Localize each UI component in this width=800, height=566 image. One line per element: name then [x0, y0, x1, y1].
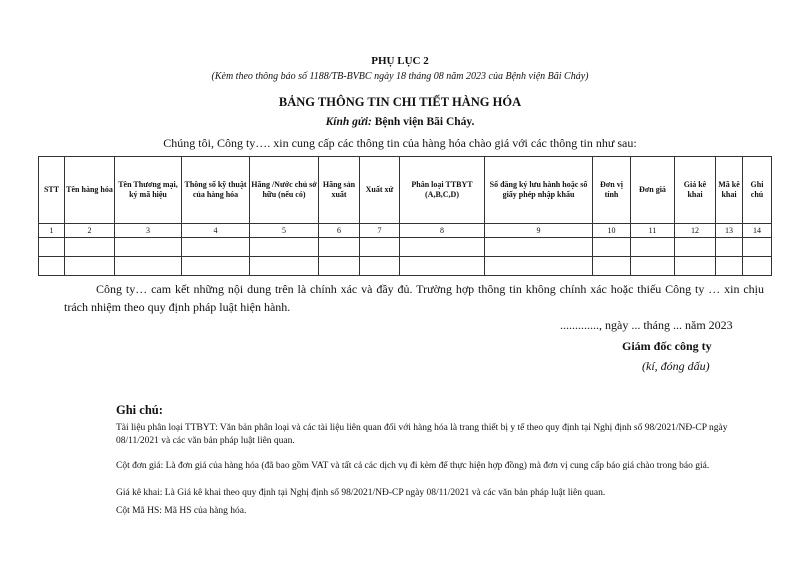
table-cell: [593, 257, 631, 276]
table-cell: [631, 257, 675, 276]
table-cell: [716, 238, 743, 257]
table-cell: [675, 238, 716, 257]
document-title: BẢNG THÔNG TIN CHI TIẾT HÀNG HÓA: [278, 95, 522, 109]
table-cell: [485, 257, 593, 276]
column-number: 14: [743, 224, 772, 238]
table-cell: [400, 257, 485, 276]
column-number: 12: [675, 224, 716, 238]
note-item: Cột đơn giá: Là đơn giá của hàng hóa (đã bao gồm VAT và tất cả các dịch vụ đi kèm để thực hiện hợp đồng) mà đơn vị cung cấp báo giá chào trong báo giá.: [116, 461, 710, 471]
table-cell: [485, 238, 593, 257]
appendix-heading: PHỤ LỤC 2: [371, 55, 429, 67]
column-header: Phân loại TTBYT (A,B,C,D): [400, 157, 485, 224]
column-number: 13: [716, 224, 743, 238]
table-cell: [39, 257, 65, 276]
table-cell: [250, 238, 319, 257]
date-line: ............., ngày ... tháng ... năm 2023: [560, 318, 733, 332]
column-number: 1: [39, 224, 65, 238]
table-cell: [360, 238, 400, 257]
column-header: Mã kê khai: [716, 157, 743, 224]
note-item: Tài liệu phân loại TTBYT: Văn bản phân loại và các tài liệu liên quan đối với hàng hóa là trang thiết bị y tế theo quy định tại Nghị định số 98/2021/NĐ-CP ngày 08/11/2021 và các văn bản pháp luật liên quan.: [116, 423, 728, 446]
column-header: Ghi chú: [743, 157, 772, 224]
table-cell: [319, 238, 360, 257]
notes-title: Ghi chú:: [116, 403, 163, 417]
table-cell: [250, 257, 319, 276]
column-header: Tên hàng hóa: [65, 157, 115, 224]
signer-title: Giám đốc công ty: [622, 339, 712, 353]
table-cell: [65, 257, 115, 276]
goods-info-table: [38, 156, 772, 276]
table-cell: [675, 257, 716, 276]
table-row: [39, 238, 772, 257]
table-cell: [631, 238, 675, 257]
column-header: Giá kê khai: [675, 157, 716, 224]
column-number: 5: [250, 224, 319, 238]
column-header: Số đăng ký lưu hành hoặc số giấy phép nhập khẩu: [485, 157, 593, 224]
table-cell: [400, 238, 485, 257]
column-header: Hãng sản xuất: [319, 157, 360, 224]
table-cell: [593, 238, 631, 257]
table-cell: [65, 238, 115, 257]
recipient-value: Bệnh viện Bãi Cháy.: [374, 116, 475, 128]
column-header: Đơn giá: [631, 157, 675, 224]
column-number: 7: [360, 224, 400, 238]
column-number: 11: [631, 224, 675, 238]
recipient-label: Kính gửi:: [325, 116, 372, 128]
column-header: Xuất xứ: [360, 157, 400, 224]
table-cell: [360, 257, 400, 276]
column-number: 8: [400, 224, 485, 238]
column-header: Tên Thương mại, ký mã hiệu: [115, 157, 182, 224]
column-number: 10: [593, 224, 631, 238]
appendix-reference: (Kèm theo thông báo số 1188/TB-BVBC ngày 18 tháng 08 năm 2023 của Bệnh viện Bãi Cháy): [211, 71, 589, 82]
table-cell: [182, 257, 250, 276]
recipient-line: [0, 116, 800, 128]
column-header: Thông số kỹ thuật của hàng hóa: [182, 157, 250, 224]
table-cell: [182, 238, 250, 257]
commitment-paragraph: Công ty… cam kết những nội dung trên là chính xác và đầy đủ. Trường hợp thông tin không chính xác hoặc thiếu Công ty … xin chịu trách nhiệm theo quy định pháp luật hiện hành.: [64, 282, 764, 314]
table-row: [39, 257, 772, 276]
table-cell: [716, 257, 743, 276]
note-item: Giá kê khai: Là Giá kê khai theo quy định tại Nghị định số 98/2021/NĐ-CP ngày 08/11/2021 và các văn bản pháp luật liên quan.: [116, 488, 606, 498]
column-header: Hãng /Nước chủ sở hữu (nếu có): [250, 157, 319, 224]
table-cell: [115, 257, 182, 276]
table-cell: [743, 238, 772, 257]
table-cell: [319, 257, 360, 276]
column-header: Đơn vị tính: [593, 157, 631, 224]
signer-note: (kí, đóng dấu): [642, 359, 710, 373]
table-cell: [115, 238, 182, 257]
intro-text: Chúng tôi, Công ty…. xin cung cấp các thông tin của hàng hóa chào giá với các thông tin như sau:: [163, 136, 637, 150]
table-cell: [743, 257, 772, 276]
column-number: 6: [319, 224, 360, 238]
table-header-row: [39, 157, 772, 224]
column-number: 3: [115, 224, 182, 238]
column-number: 2: [65, 224, 115, 238]
column-number: 4: [182, 224, 250, 238]
column-number-row: [39, 224, 772, 238]
note-item: Cột Mã HS: Mã HS của hàng hóa.: [116, 506, 247, 516]
table-cell: [39, 238, 65, 257]
column-header: STT: [39, 157, 65, 224]
column-number: 9: [485, 224, 593, 238]
